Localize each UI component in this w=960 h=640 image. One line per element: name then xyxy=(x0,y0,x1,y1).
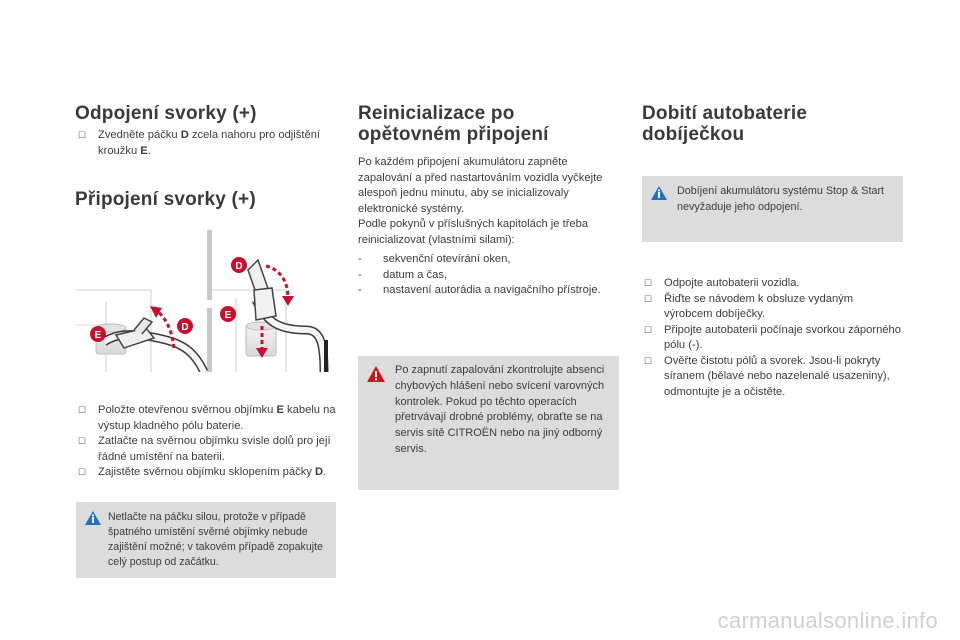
checkbox-bullet-icon: ☐ xyxy=(78,467,87,477)
label-d-left: D xyxy=(181,322,189,333)
reinit-paragraph-2: Podle pokynů v příslušných kapitolách je třeba reinicializovat (vlastními silami): xyxy=(358,218,589,246)
checkbox-bullet-icon: ☐ xyxy=(644,324,653,335)
reinit-paragraph: Po každém připojení akumulátoru zapněte zapalování a před nastartováním vozidla vyčkejte alespoň jednu minutu, aby se inicializovaly elektronické systémy. xyxy=(358,156,603,215)
label-e-right: E xyxy=(224,310,232,321)
label-e-left: E xyxy=(94,330,102,341)
note-text: Dobíjení akumulátoru systému Stop & Start nevyžaduje jeho odpojení. xyxy=(677,185,885,213)
checkbox-bullet-icon: ☐ xyxy=(644,293,653,304)
warning-box xyxy=(358,356,619,490)
list-item: ☐ Řiďte se návodem k obsluze vydaným výrobcem dobíječky. xyxy=(644,292,854,320)
section-title-charging: Dobití autobaterie dobíječkou xyxy=(642,103,808,145)
battery-clamp-illustration xyxy=(76,230,334,372)
list-item: ☐ Odpojte autobaterii vozidla. xyxy=(642,276,902,292)
reinit-list xyxy=(358,252,608,299)
section-title-connect: Připojení svorky (+) xyxy=(75,189,256,210)
note-box-stopstart xyxy=(642,176,903,242)
charging-steps xyxy=(642,276,902,400)
list-item: ☐ Položte otevřenou svěrnou objímku E kabelu na výstup kladného pólu baterie. xyxy=(78,404,336,432)
checkbox-bullet-icon: ☐ xyxy=(644,355,653,366)
warning-icon xyxy=(367,366,385,382)
section-title-reinit: Reinicializace po opětovném připojení xyxy=(358,103,549,145)
info-icon xyxy=(651,186,667,202)
list-item: - datum a čas, xyxy=(358,268,448,281)
checkbox-bullet-icon: ☐ xyxy=(78,436,87,446)
checkbox-bullet-icon: ☐ xyxy=(78,405,87,415)
list-item: ☐ Zvedněte páčku D zcela nahoru pro odjištění kroužku E. xyxy=(78,129,321,157)
list-item: ☐ Ověřte čistotu pólů a svorek. Jsou-li pokryty síranem (bělavé nebo nazelenalé usazeniny), odmontujte je a očistěte. xyxy=(644,354,890,398)
watermark: carmanualsonline.info xyxy=(717,608,938,633)
checkbox-bullet-icon: ☐ xyxy=(644,278,653,288)
list-item: ☐ Připojte autobaterii počínaje svorkou záporného pólu (-). xyxy=(644,323,901,351)
checkbox-bullet-icon: ☐ xyxy=(78,130,87,140)
section-title-disconnect: Odpojení svorky (+) xyxy=(75,103,257,124)
list-item: - nastavení autorádia a navigačního přístroje. xyxy=(358,284,601,296)
note-box-lever xyxy=(76,502,336,578)
list-item: ☐ Zatlačte na svěrnou objímku svisle dolů pro její řádné umístění na baterii. xyxy=(78,435,331,463)
info-icon xyxy=(85,511,101,527)
warning-text: Po zapnutí zapalování zkontrolujte absenci chybových hlášení nebo svícení varovných kontrolek. Pokud po těchto operacích přetrvávají drobné problémy, obraťte se na servis sítě CITROËN nebo na jiný odborný servis. xyxy=(395,364,605,455)
list-item: ☐ Zajistěte svěrnou objímku sklopením páčky D. xyxy=(76,465,338,481)
list-item: - sekvenční otevírání oken, xyxy=(358,253,511,265)
note-text: Netlačte na páčku silou, protože v případě špatného umístění svěrné objímky nebude zajištění možné; v takovém případě zopakujte celý postup od začátku. xyxy=(108,511,323,568)
disconnect-steps xyxy=(76,128,326,159)
label-d-right: D xyxy=(235,261,243,272)
connect-steps xyxy=(76,403,338,481)
